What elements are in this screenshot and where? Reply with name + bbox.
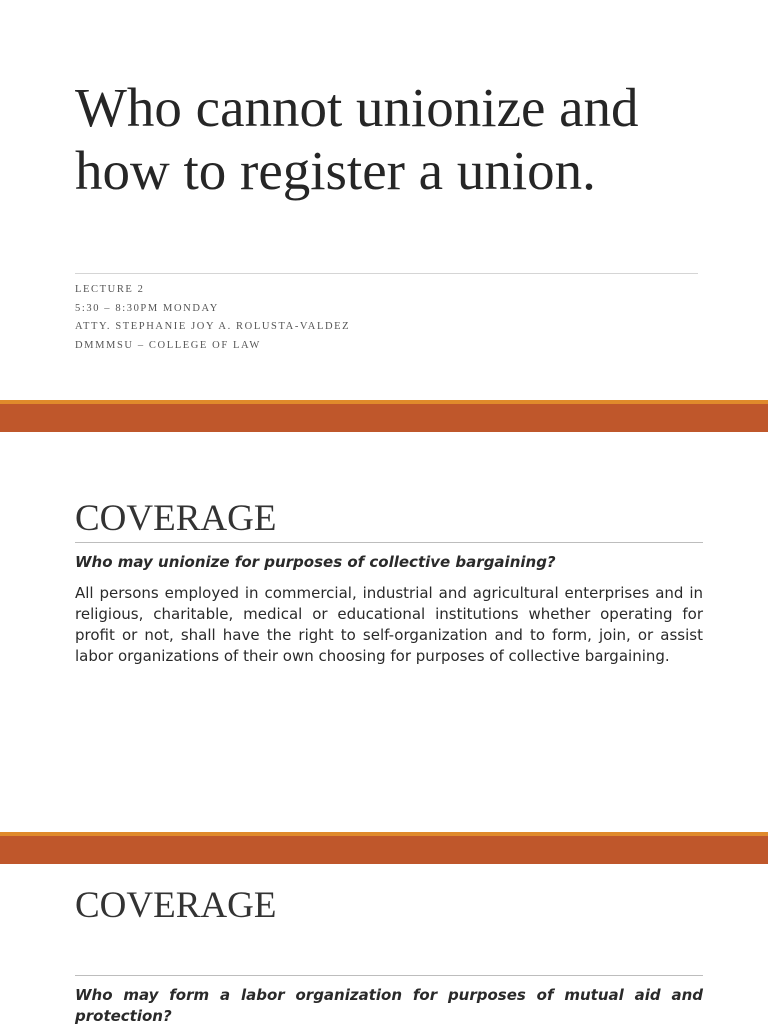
- heading-divider: [75, 975, 703, 976]
- slide-separator: [0, 400, 768, 432]
- body-paragraph: All persons employed in commercial, industrial and agricultural enterprises and in religious, charitable, medical or educational institutions whether operating for profit or not, shall have the right to self-organization and to form, join, or assist labor organizations of their own choosing for purposes of collective bargaining.: [75, 584, 703, 665]
- slide-subtitle: [75, 281, 350, 355]
- heading-divider: [75, 542, 703, 543]
- slide-separator: [0, 832, 768, 864]
- subtitle-schedule: 5:30 – 8:30PM MONDAY: [75, 302, 219, 314]
- subtitle-lecturer: ATTY. STEPHANIE JOY A. ROLUSTA-VALDEZ: [75, 321, 351, 332]
- title-divider: [75, 273, 698, 274]
- section-heading: COVERAGE: [75, 885, 277, 926]
- title-slide: [0, 0, 768, 400]
- subtitle-lecture: LECTURE 2: [75, 284, 145, 295]
- section-heading: COVERAGE: [75, 498, 277, 539]
- coverage-slide-1: [0, 432, 768, 832]
- coverage-slide-2: [0, 864, 768, 1024]
- slide-title: Who cannot unionize and how to register a union.: [75, 77, 639, 201]
- subtitle-school: DMMMSU – COLLEGE OF LAW: [75, 339, 261, 351]
- question-text: Who may form a labor organization for purposes of mutual aid and protection?: [75, 986, 703, 1024]
- question-text: Who may unionize for purposes of collective bargaining?: [75, 553, 556, 571]
